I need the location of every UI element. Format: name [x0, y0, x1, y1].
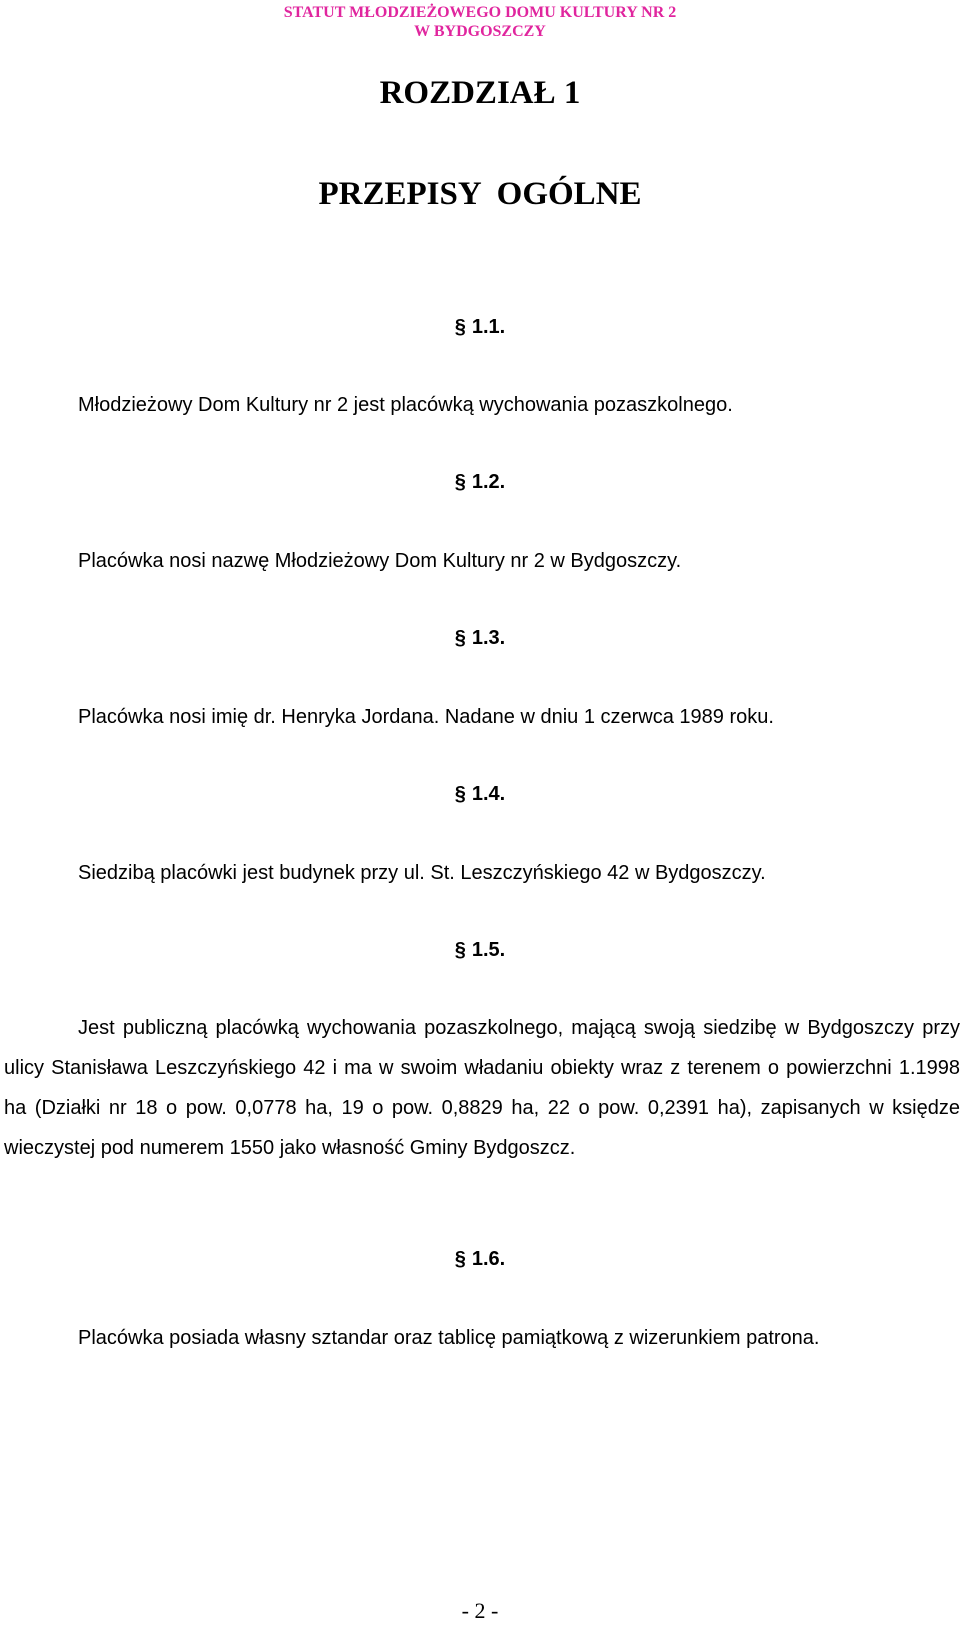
header-title-line1: STATUT MŁODZIEŻOWEGO DOMU KULTURY NR 2 — [283, 4, 677, 21]
paragraph-icon: § — [454, 1248, 466, 1270]
section-heading-1-3 — [0, 627, 960, 650]
section-number: 1.4. — [471, 783, 506, 805]
header-title-line2: W BYDGOSZCZY — [414, 23, 546, 40]
section-number: 1.1. — [471, 316, 506, 338]
section-number: 1.3. — [471, 627, 506, 649]
section-heading-1-2 — [0, 471, 960, 494]
chapter-number: ROZDZIAŁ 1 — [379, 75, 581, 111]
section-number: 1.2. — [471, 471, 506, 493]
paragraph-icon: § — [454, 627, 466, 649]
paragraph-icon: § — [454, 471, 466, 493]
section-text-1-6: Placówka posiada własny sztandar oraz tablicę pamiątkową z wizerunkiem patrona. — [78, 1327, 820, 1349]
section-text-1-4: Siedzibą placówki jest budynek przy ul. St. Leszczyńskiego 42 w Bydgoszczy. — [78, 862, 766, 884]
section-number: 1.5. — [471, 939, 506, 961]
section-heading-1-5 — [0, 939, 960, 962]
section-heading-1-6 — [0, 1248, 960, 1271]
paragraph-icon: § — [454, 783, 466, 805]
paragraph-icon: § — [454, 939, 466, 961]
section-text-1-3: Placówka nosi imię dr. Henryka Jordana. Nadane w dniu 1 czerwca 1989 roku. — [78, 706, 774, 728]
section-text-1-1: Młodzieżowy Dom Kultury nr 2 jest placówką wychowania pozaszkolnego. — [78, 394, 733, 416]
section-text-1-5: Jest publiczną placówką wychowania pozaszkolnego, mającą swoją siedzibę w Bydgoszczy przy ulicy Stanisława Leszczyńskiego 42 i ma w swoim władaniu obiekty wraz z terenem o powierzchni 1.1998 ha (Działki nr 18 o pow. 0,0778 ha, 19 o pow. 0,8829 ha, 22 o pow. 0,2391 ha), zapisanych w księdze wieczystej pod numerem 1550 jako własność Gminy Bydgoszcz. — [4, 1017, 960, 1159]
section-text-1-2: Placówka nosi nazwę Młodzieżowy Dom Kultury nr 2 w Bydgoszczy. — [78, 550, 682, 572]
chapter-title: PRZEPISY OGÓLNE — [318, 176, 642, 212]
section-heading-1-1 — [0, 316, 960, 339]
section-number: 1.6. — [471, 1248, 506, 1270]
paragraph-icon: § — [454, 316, 466, 338]
section-heading-1-4 — [0, 783, 960, 806]
page-number: - 2 - — [461, 1598, 499, 1623]
